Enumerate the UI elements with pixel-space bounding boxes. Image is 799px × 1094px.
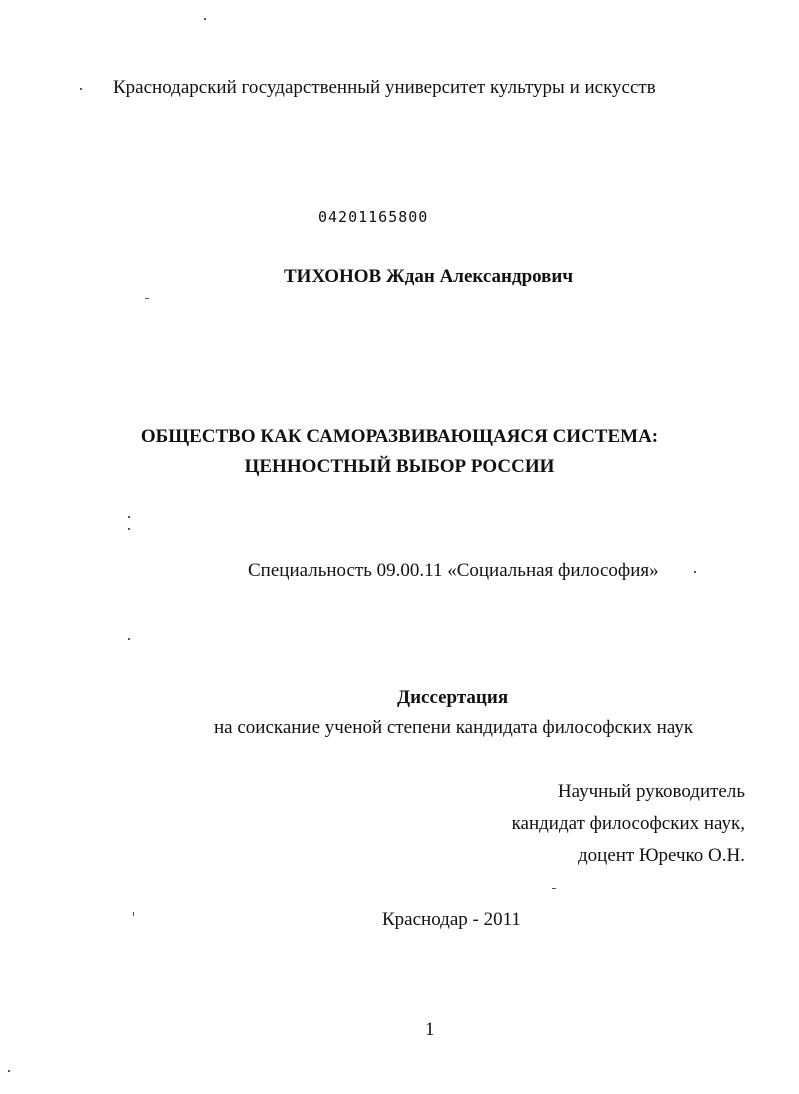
scan-speck <box>204 18 206 20</box>
degree-statement: на соискание ученой степени кандидата философских наук <box>214 717 694 738</box>
document-code: 04201165800 <box>318 208 429 226</box>
scan-speck <box>80 88 82 90</box>
title-line-1: ОБЩЕСТВО КАК САМОРАЗВИВАЮЩАЯСЯ СИСТЕМА: <box>140 426 659 447</box>
scan-speck <box>128 516 130 518</box>
title-line-2: ЦЕННОСТНЫЙ ВЫБОР РОССИИ <box>244 456 555 477</box>
page-number: 1 <box>425 1019 435 1040</box>
author-name: ТИХОНОВ Ждан Александрович <box>284 266 574 287</box>
scan-speck <box>133 912 134 916</box>
university-name: Краснодарский государственный университет культуры и искусств <box>113 77 656 98</box>
scan-speck <box>8 1070 10 1072</box>
supervisor-degree: кандидат философских наук, <box>511 813 745 834</box>
supervisor-name: доцент Юречко О.Н. <box>578 845 745 866</box>
supervisor-label: Научный руководитель <box>557 781 745 802</box>
specialty: Специальность 09.00.11 «Социальная философия» <box>248 560 659 581</box>
scan-speck <box>145 298 149 299</box>
city-year: Краснодар - 2011 <box>382 909 521 930</box>
document-type: Диссертация <box>397 687 509 708</box>
scan-speck <box>694 571 696 573</box>
scan-speck <box>128 528 130 530</box>
scan-speck <box>128 638 130 640</box>
scan-speck <box>552 888 556 889</box>
